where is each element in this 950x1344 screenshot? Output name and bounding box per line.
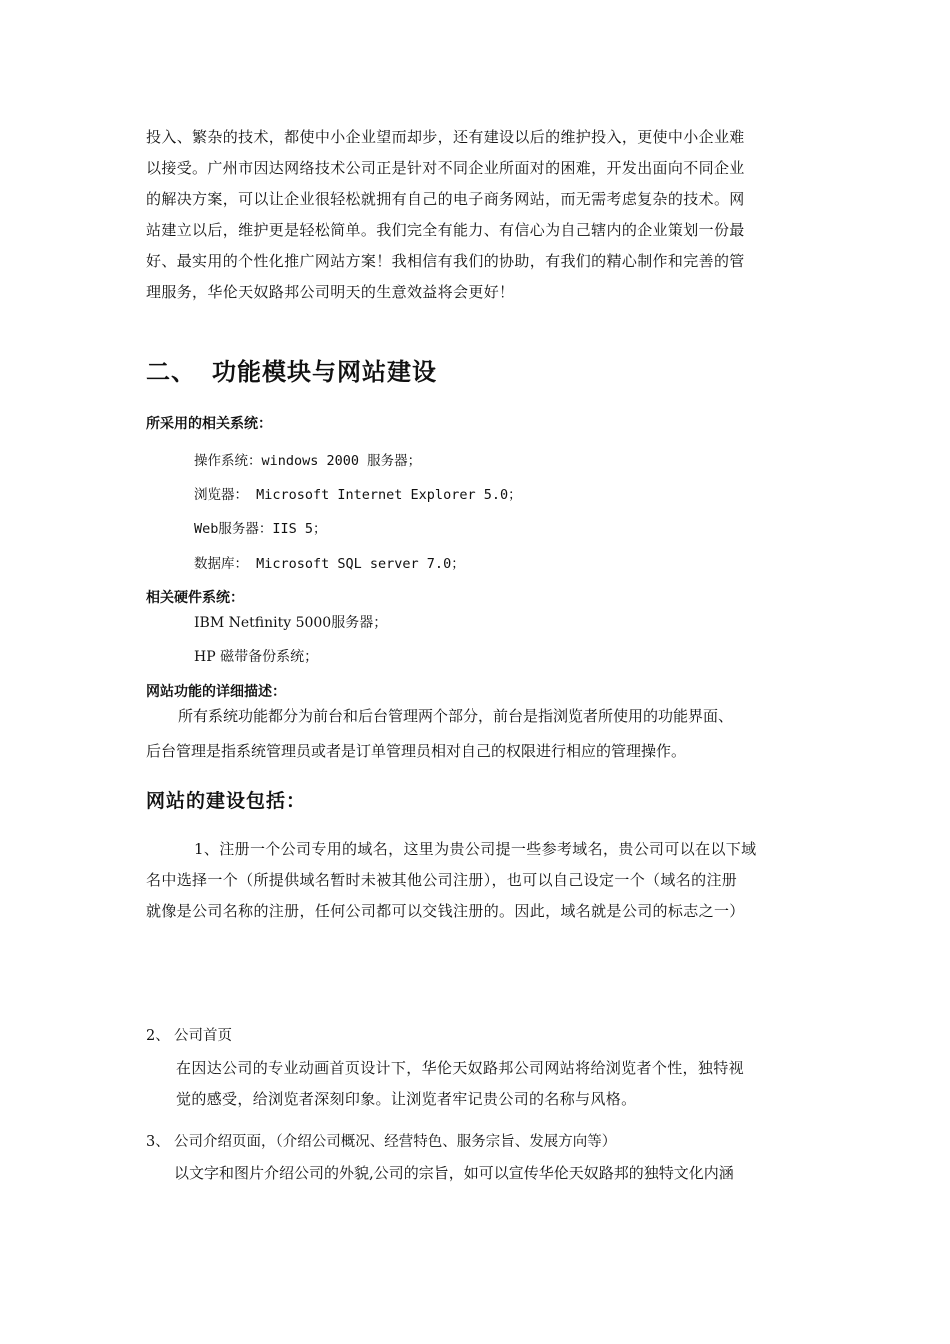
functions-line: 所有系统功能都分为前台和后台管理两个部分，前台是指浏览者所使用的功能界面、 <box>178 707 734 725</box>
intro-line: 投入、繁杂的技术，都使中小企业望而却步，还有建设以后的维护投入，更使中小企业难 <box>146 128 745 146</box>
hardware-heading: 相关硬件系统： <box>146 590 244 606</box>
intro-line: 理服务，华伦天奴路邦公司明天的生意效益将会更好！ <box>146 283 515 301</box>
construction-item-2-body <box>176 1053 808 1115</box>
system-item-database: 数据库： Microsoft SQL server 7.0； <box>194 556 465 572</box>
system-item-browser: 浏览器： Microsoft Internet Explorer 5.0； <box>194 487 522 503</box>
system-item-os: 操作系统：windows 2000 服务器； <box>194 453 422 469</box>
systems-heading: 所采用的相关系统： <box>146 416 272 432</box>
system-item-webserver: Web服务器：IIS 5； <box>194 521 327 537</box>
intro-paragraph <box>146 122 808 308</box>
intro-line: 以接受。广州市因达网络技术公司正是针对不同企业所面对的困难，开发出面向不同企业 <box>146 159 745 177</box>
item2-line: 在因达公司的专业动画首页设计下，华伦天奴路邦公司网站将给浏览者个性，独特视 <box>176 1059 744 1077</box>
section-number: 二、 <box>146 358 196 386</box>
item1-line: 1、注册一个公司专用的域名，这里为贵公司提一些参考域名，贵公司可以在以下域 <box>194 840 757 858</box>
construction-item-2-heading <box>146 1024 232 1045</box>
construction-heading: 网站的建设包括： <box>146 790 307 812</box>
hardware-item-server: IBM Netfinity 5000服务器； <box>194 615 388 631</box>
intro-line: 好、最实用的个性化推广网站方案！我相信有我们的协助，有我们的精心制作和完善的管 <box>146 252 745 270</box>
item2-title: 公司首页 <box>174 1028 232 1044</box>
intro-line: 的解决方案，可以让企业很轻松就拥有自己的电子商务网站，而无需考虑复杂的技术。网 <box>146 190 745 208</box>
construction-item-1 <box>146 834 808 927</box>
functions-line: 后台管理是指系统管理员或者是订单管理员相对自己的权限进行相应的管理操作。 <box>146 742 687 760</box>
item1-line: 就像是公司名称的注册，任何公司都可以交钱注册的。因此，域名就是公司的标志之一） <box>146 902 745 920</box>
item3-line: 以文字和图片介绍公司的外貌,公司的宗旨，如可以宣传华伦天奴路邦的独特文化内涵 <box>174 1164 734 1182</box>
item3-title: 公司介绍页面，（介绍公司概况、经营特色、服务宗旨、发展方向等） <box>174 1134 617 1150</box>
intro-line: 站建立以后，维护更是轻松简单。我们完全有能力、有信心为自己辖内的企业策划一份最 <box>146 221 745 239</box>
item2-line: 觉的感受，给浏览者深刻印象。让浏览者牢记贵公司的名称与风格。 <box>176 1090 637 1108</box>
construction-item-3-heading <box>146 1130 616 1151</box>
item1-line: 名中选择一个（所提供域名暂时未被其他公司注册），也可以自己设定一个（域名的注册 <box>146 871 738 889</box>
item2-number: 2、 <box>146 1028 170 1044</box>
section-title: 功能模块与网站建设 <box>212 358 437 386</box>
section-heading <box>146 352 437 387</box>
hardware-item-backup: HP 磁带备份系统； <box>194 649 319 665</box>
item3-number: 3、 <box>146 1134 170 1150</box>
functions-heading: 网站功能的详细描述： <box>146 684 286 700</box>
